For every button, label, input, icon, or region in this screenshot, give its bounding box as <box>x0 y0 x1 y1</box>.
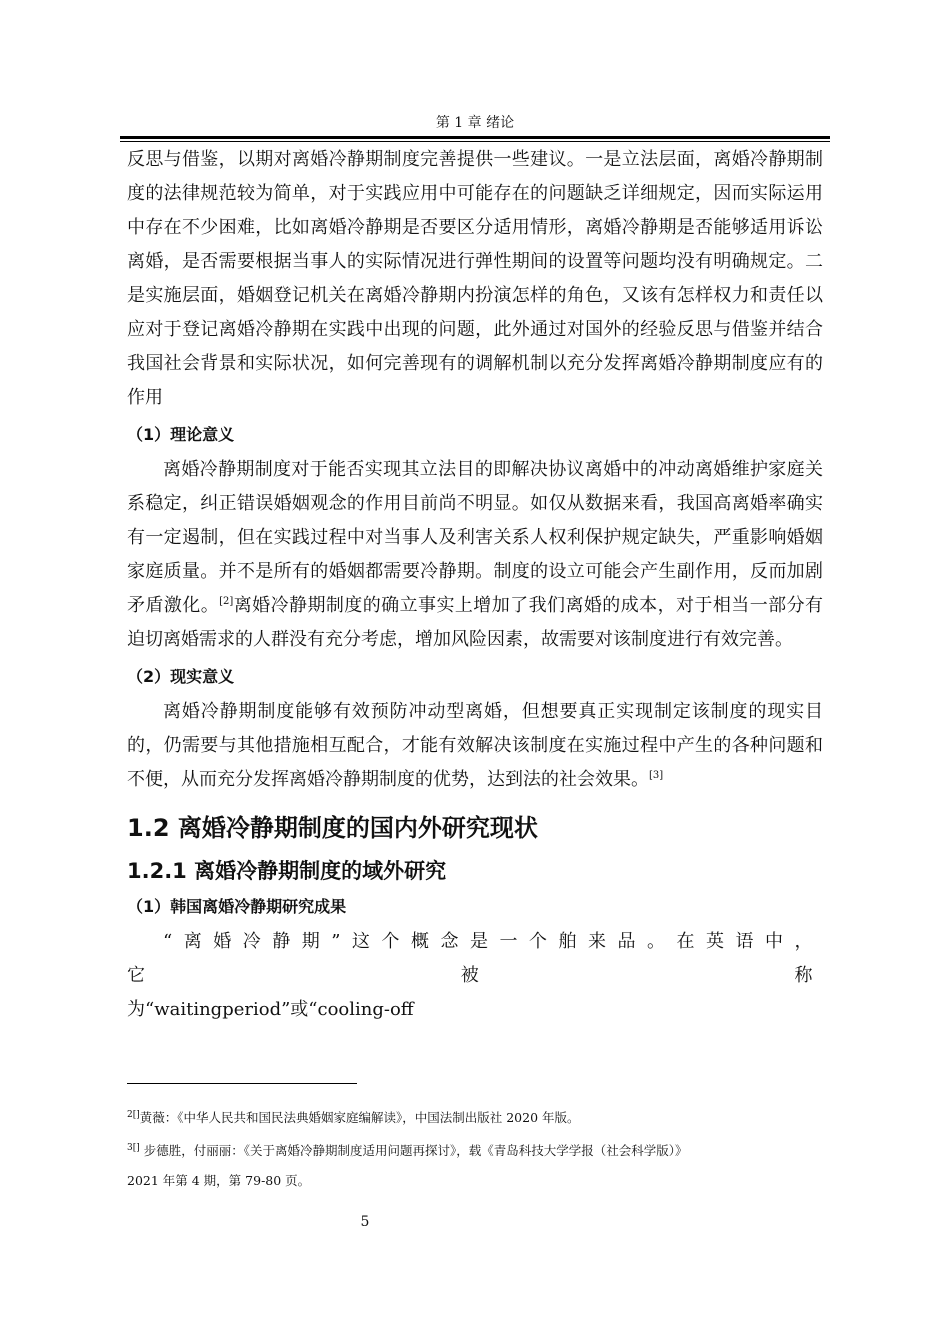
footnote-text-2: 黄薇：《中华人民共和国民法典婚姻家庭编解读》，中国法制出版社 2020 年版。 <box>139 1110 580 1126</box>
running-header: 第 1 章 绪论 <box>435 115 515 131</box>
footnote-mark-3: 3[] <box>127 1143 140 1154</box>
footnote-text-3: 步德胜，付丽丽：《关于离婚冷静期制度适用问题再探讨》，载《青岛科技大学学报（社会科学版）》 <box>139 1143 688 1159</box>
citation-3[interactable]: [3] <box>649 770 664 781</box>
korea-line-2: 为“waitingperiod”或“cooling-off <box>127 999 414 1020</box>
theory-paragraph <box>127 453 823 657</box>
footnote-text-3-cont: 2021 年第 4 期，第 79-80 页。 <box>127 1173 311 1189</box>
intro-paragraph: 反思与借鉴，以期对离婚冷静期制度完善提供一些建议。一是立法层面，离婚冷静期制度的法律规范较为简单，对于实践应用中可能存在的问题缺乏详细规定，因而实际运用中存在不少困难，比如离婚冷静期是否要区分适用情形，离婚冷静期是否能够适用诉讼离婚，是否需要根据当事人的实际情况进行弹性期间的设置等问题均没有明确规定。二是实施层面，婚姻登记机关在离婚冷静期内扮演怎样的角色，又该有怎样权力和责任以应对于登记离婚冷静期在实践中出现的问题，此外通过对国外的经验反思与借鉴并结合我国社会背景和实际状况，如何完善现有的调解机制以充分发挥离婚冷静期制度应有的作用 <box>127 149 823 408</box>
practice-paragraph <box>127 695 823 797</box>
footnote-2 <box>127 1100 827 1133</box>
section-heading-1-2-1: 1.2.1 离婚冷静期制度的域外研究 <box>127 859 447 883</box>
footnote-rule <box>127 1083 357 1084</box>
footnote-mark-2: 2[] <box>127 1110 140 1120</box>
body-text <box>127 143 823 1027</box>
footnote-3-continued <box>127 1166 827 1196</box>
subheading-practice: （2）现实意义 <box>127 667 235 686</box>
subheading-theory: （1）理论意义 <box>127 425 235 444</box>
theory-text-2: 离婚冷静期制度的确立事实上增加了我们离婚的成本，对于相当一部分有迫切离婚需求的人群没有充分考虑，增加风险因素，故需要对该制度进行有效完善。 <box>127 595 823 650</box>
section-heading-1-2: 1.2 离婚冷静期制度的国内外研究现状 <box>127 814 538 842</box>
page-number: 5 <box>360 1214 370 1230</box>
citation-2[interactable]: [2] <box>219 596 234 607</box>
subheading-korea: （1）韩国离婚冷静期研究成果 <box>127 897 347 916</box>
header-rule-thin <box>120 141 830 142</box>
practice-text: 离婚冷静期制度能够有效预防冲动型离婚，但想要真正实现制定该制度的现实目的，仍需要与其他措施相互配合，才能有效解决该制度在实施过程中产生的各种问题和不便，从而充分发挥离婚冷静期制度的优势，达到法的社会效果。 <box>127 701 823 790</box>
korea-line-1: “离婚冷静期”这个概念是一个舶来品。在英语中，它被称 <box>127 931 823 986</box>
header-rule-thick <box>120 136 830 139</box>
footnote-3 <box>127 1133 827 1166</box>
footnotes <box>127 1100 827 1196</box>
theory-text-1: 离婚冷静期制度对于能否实现其立法目的即解决协议离婚中的冲动离婚维护家庭关系稳定，纠正错误婚姻观念的作用目前尚不明显。如仅从数据来看，我国高离婚率确实有一定遏制，但在实践过程中对当事人及利害关系人权利保护规定缺失，严重影响婚姻家庭质量。并不是所有的婚姻都需要冷静期。制度的设立可能会产生副作用，反而加剧矛盾激化。 <box>127 459 823 616</box>
